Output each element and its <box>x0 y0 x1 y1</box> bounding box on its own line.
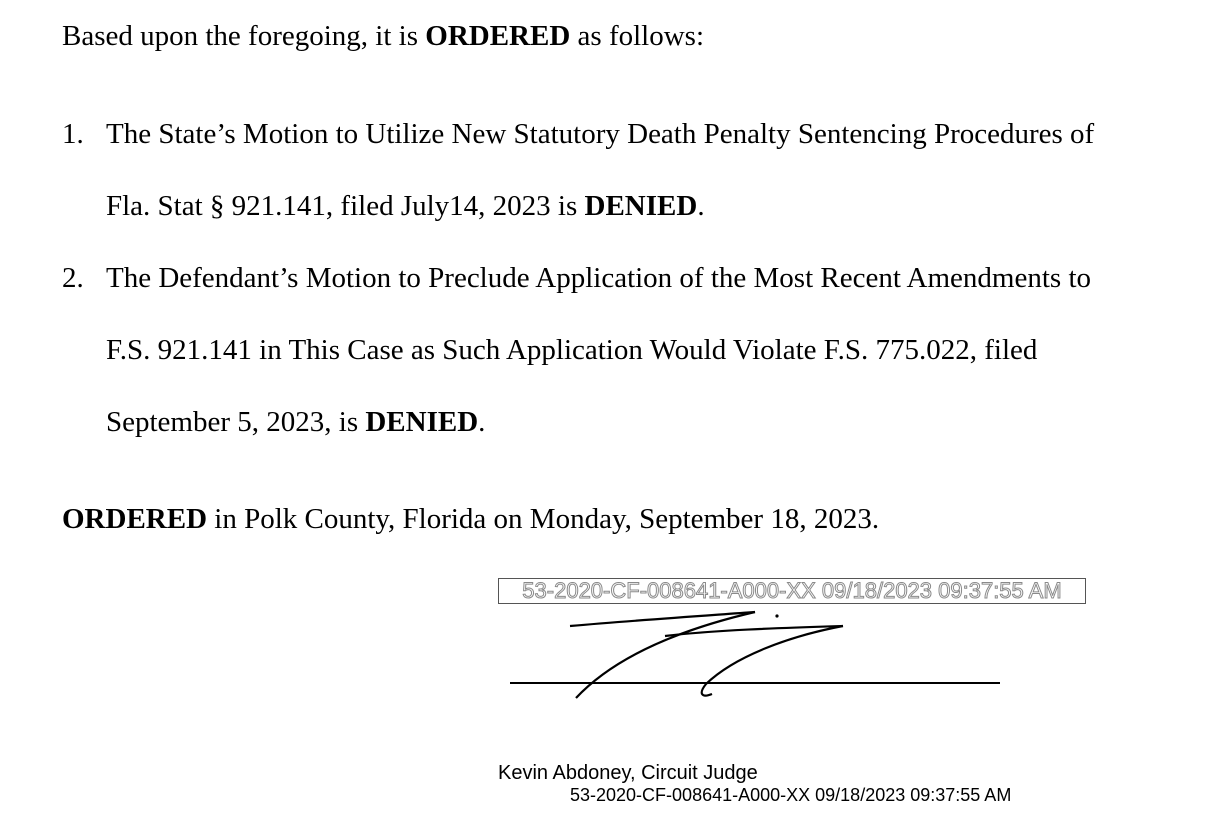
case-timestamp: 53-2020-CF-008641-A000-XX 09/18/2023 09:37:55 AM <box>570 785 1012 805</box>
closing-text: in Polk County, Florida on Monday, September 18, 2023. <box>207 503 880 535</box>
intro-text-pre: Based upon the foregoing, it is <box>62 20 426 52</box>
item-2-line-1: The Defendant’s Motion to Preclude Application of the Most Recent Amendments to <box>106 262 1092 294</box>
item-1-period: . <box>697 190 705 222</box>
intro-ordered: ORDERED <box>425 20 571 52</box>
item-2-period: . <box>478 406 486 438</box>
signer-name: Kevin Abdoney, Circuit Judge <box>498 762 758 784</box>
signature-stroke-2 <box>576 612 755 698</box>
closing-ordered: ORDERED <box>62 503 208 535</box>
closing-paragraph <box>62 505 879 534</box>
item-2-line-3-text: September 5, 2023, is <box>106 406 366 438</box>
item-1-denied: DENIED <box>584 190 698 222</box>
item-1-line-2 <box>106 192 705 221</box>
item-1-number: 1. <box>62 118 84 150</box>
judge-signature <box>500 606 1010 702</box>
intro-paragraph <box>62 22 704 51</box>
item-2-line-2: F.S. 921.141 in This Case as Such Application Would Violate F.S. 775.022, filed <box>106 334 1038 366</box>
item-1-line-1: The State’s Motion to Utilize New Statutory Death Penalty Sentencing Procedures of <box>106 118 1095 150</box>
item-2-number: 2. <box>62 262 84 294</box>
signature-dot <box>775 614 778 617</box>
signature-stroke-4 <box>702 626 843 696</box>
item-1-line-2-text: Fla. Stat § 921.141, filed July14, 2023 is <box>106 190 585 222</box>
item-2-line-3 <box>106 408 485 437</box>
e-filing-stamp: 53-2020-CF-008641-A000-XX 09/18/2023 09:37:55 AM <box>498 578 1086 604</box>
item-2-denied: DENIED <box>365 406 479 438</box>
intro-text-post: as follows: <box>570 20 704 52</box>
